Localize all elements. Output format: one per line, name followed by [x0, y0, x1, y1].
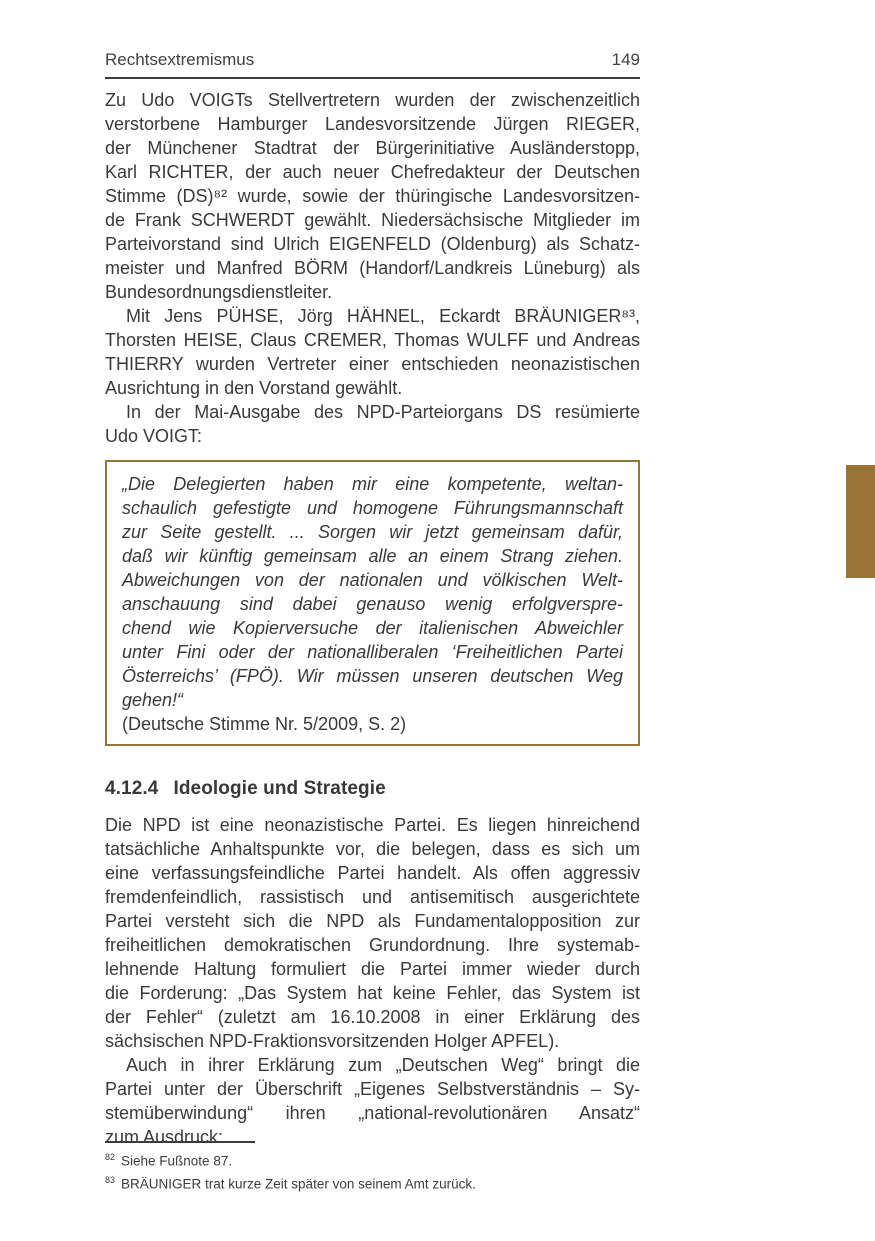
- section-title: Ideologie und Strategie: [173, 778, 386, 799]
- text-line: Stimme (DS)⁸² wurde, sowie der thüringische Landesvorsitzen-: [105, 186, 640, 206]
- section-number: 4.12.4: [105, 778, 159, 799]
- text-line: Thorsten HEISE, Claus CREMER, Thomas WULFF und Andreas: [105, 330, 640, 350]
- text-line: verstorbene Hamburger Landesvorsitzende Jürgen RIEGER,: [105, 114, 640, 134]
- footnotes: [105, 1141, 640, 1194]
- footnote-text: BRÄUNIGER trat kurze Zeit später von seinem Amt zurück.: [121, 1176, 476, 1192]
- text-line: zum Ausdruck:: [105, 1127, 224, 1147]
- text-line: Ausrichtung in den Vorstand gewählt.: [105, 378, 403, 398]
- text-line: Partei unter der Überschrift „Eigenes Selbstverständnis – Sy-: [105, 1079, 640, 1099]
- text-line: der Fehler“ (zuletzt am 16.10.2008 in einer Erklärung des: [105, 1007, 640, 1027]
- text-line: freiheitlichen demokratischen Grundordnung. Ihre systemab-: [105, 935, 640, 955]
- text-line: unter Fini oder der nationalliberalen ‘Freiheitlichen Partei: [122, 642, 623, 662]
- text-line: gehen!“: [122, 690, 184, 710]
- running-head-title: Rechtsextremismus: [105, 50, 255, 69]
- text-line: „Die Delegierten haben mir eine kompetente, weltan-: [122, 474, 623, 494]
- text-line: Mit Jens PÜHSE, Jörg HÄHNEL, Eckardt BRÄUNIGER⁸³,: [126, 306, 640, 326]
- text-line: Zu Udo VOIGTs Stellvertretern wurden der zwischenzeitlich: [105, 90, 640, 110]
- page-number: 149: [611, 50, 640, 69]
- paragraph-voigt-deputies: [105, 88, 640, 304]
- text-line: de Frank SCHWERDT gewählt. Niedersächsische Mitglieder im: [105, 210, 640, 230]
- text-line: Partei versteht sich die NPD als Fundamentalopposition zur: [105, 911, 640, 931]
- quote-source: (Deutsche Stimme Nr. 5/2009, S. 2): [122, 714, 407, 734]
- text-line: eine verfassungsfeindliche Partei handelt. Als offen aggressiv: [105, 863, 640, 883]
- text-line: stemüberwindung“ ihren „national-revolutionären Ansatz“: [105, 1103, 640, 1123]
- text-line: Udo VOIGT:: [105, 426, 203, 446]
- chapter-edge-tab: [846, 465, 875, 578]
- quote-text: [122, 472, 623, 712]
- footnote-marker: 83: [105, 1175, 116, 1185]
- text-line: Die NPD ist eine neonazistische Partei. Es liegen hinreichend: [105, 815, 640, 835]
- footnote-text: Siehe Fußnote 87.: [121, 1153, 233, 1169]
- text-line: Bundesordnungsdienstleiter.: [105, 282, 333, 302]
- text-line: fremdenfeindlich, rassistisch und antisemitisch ausgerichtete: [105, 887, 640, 907]
- text-line: meister und Manfred BÖRM (Handorf/Landkreis Lüneburg) als: [105, 258, 640, 278]
- section-heading: [105, 778, 640, 800]
- text-line: Parteivorstand sind Ulrich EIGENFELD (Oldenburg) als Schatz-: [105, 234, 640, 254]
- running-header: [105, 50, 640, 79]
- text-line: tatsächliche Anhaltspunkte vor, die belegen, dass es sich um: [105, 839, 640, 859]
- footnote-82: [105, 1148, 640, 1171]
- text-line: lehnende Haltung formuliert die Partei immer wieder durch: [105, 959, 640, 979]
- paragraph-deutscher-weg: [105, 1053, 640, 1149]
- text-line: zur Seite gestellt. ... Sorgen wir jetzt gemeinsam dafür,: [122, 522, 623, 542]
- text-line: Auch in ihrer Erklärung zum „Deutschen Weg“ bringt die: [126, 1055, 640, 1075]
- text-line: Abweichungen von der nationalen und völkischen Welt-: [122, 570, 623, 590]
- text-line: sächsischen NPD-Fraktionsvorsitzenden Holger APFEL).: [105, 1031, 560, 1051]
- paragraph-neonazi-representatives: [105, 304, 640, 400]
- paragraph-ideology: [105, 813, 640, 1053]
- text-line: die Forderung: „Das System hat keine Fehler, das System ist: [105, 983, 640, 1003]
- body-text: [105, 88, 640, 1149]
- text-line: THIERRY wurden Vertreter einer entschieden neonazistischen: [105, 354, 640, 374]
- text-line: der Münchener Stadtrat der Bürgerinitiative Ausländerstopp,: [105, 138, 640, 158]
- footnote-marker: 82: [105, 1152, 116, 1162]
- footnote-83: [105, 1171, 640, 1194]
- text-line: In der Mai-Ausgabe des NPD-Parteiorgans DS resümierte: [126, 402, 640, 422]
- text-line: Österreichs’ (FPÖ). Wir müssen unseren deutschen Weg: [122, 666, 623, 686]
- footnote-separator: [105, 1141, 255, 1143]
- text-line: Karl RICHTER, der auch neuer Chefredakteur der Deutschen: [105, 162, 640, 182]
- text-line: anschauung sind dabei genauso wenig erfolgverspre-: [122, 594, 623, 614]
- text-line: schaulich gefestigte und homogene Führungsmannschaft: [122, 498, 623, 518]
- paragraph-ds-intro: [105, 400, 640, 448]
- text-line: daß wir künftig gemeinsam alle an einem Strang ziehen.: [122, 546, 623, 566]
- text-column: [105, 0, 640, 1149]
- text-line: chend wie Kopierversuche der italienischen Abweichler: [122, 618, 623, 638]
- quote-box: [105, 460, 640, 746]
